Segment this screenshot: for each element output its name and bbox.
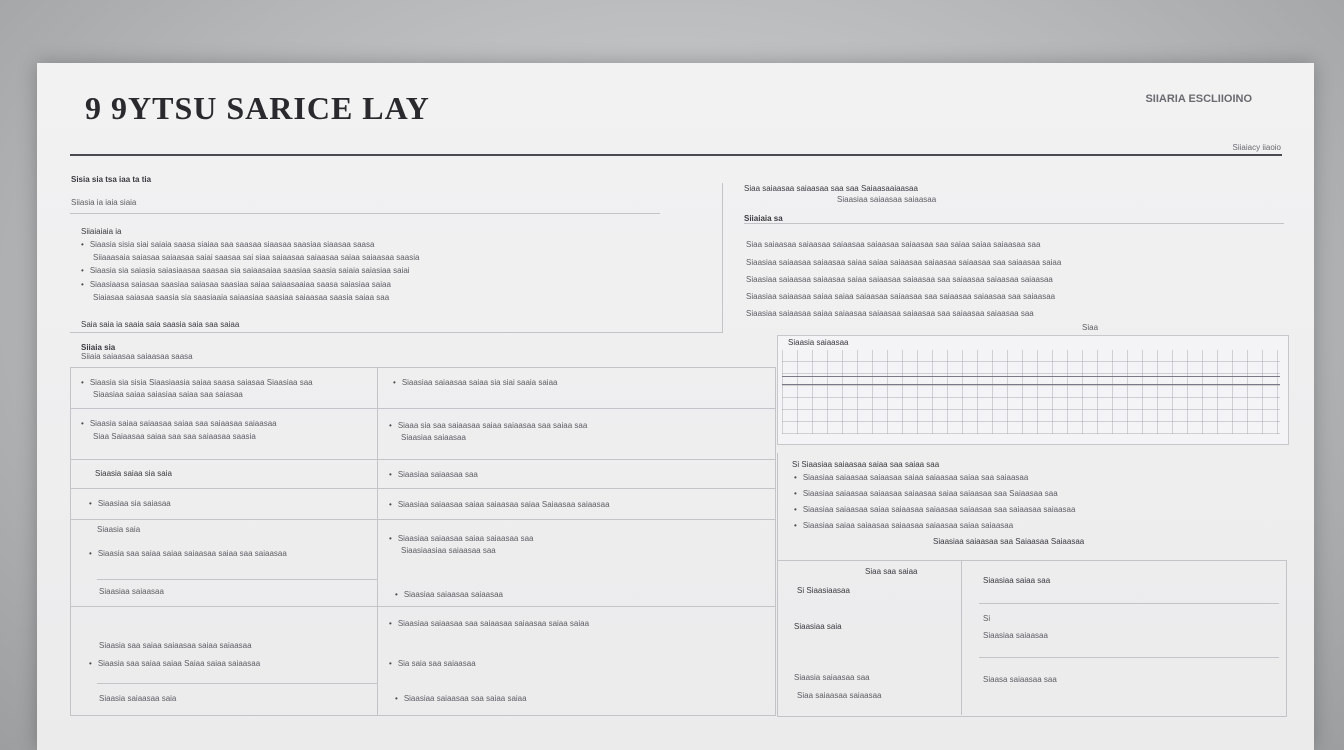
left-intro-box: [70, 220, 723, 333]
right-intro-heading: Siaa saiaasaa saiaasaa saa saa Saiaasaaiaasaa: [744, 184, 918, 193]
list-item: Siiaaasaia saiasaa saiaasaa saiai saasaa sai siaa saiaasaa saiaasaa saiaa saiaasaa saasia: [93, 253, 420, 262]
table-row-divider: [70, 606, 775, 607]
left-intro-footer: Saia saia ia saaia saia saasia saia saa saiaa: [81, 320, 240, 329]
header-rule: [70, 154, 1282, 156]
document-sheet: [37, 63, 1314, 750]
table-cell: • Siaasia saiaa saiaasaa saiaa saa saiaasaa saiaasaa: [81, 419, 277, 429]
left-intro-label: Siiaiaiaia ia: [81, 227, 122, 236]
chart-grid: [782, 350, 1280, 434]
bottom-cell: Siaasiaa saia: [794, 622, 842, 631]
divider: [744, 223, 1284, 224]
chart-caption: Siaasia saiaasaa: [788, 338, 849, 347]
table-cell: Siaa Saiaasaa saiaa saa saa saiaasaa saasia: [93, 432, 256, 441]
bottom-cell: Si Siaasiaasaa: [797, 586, 850, 595]
table-cell: • Siaaa sia saa saiaasaa saiaa saiaasaa saa saiaa saa: [389, 421, 587, 431]
table-cell: Siaasiaasiaa saiaasaa saa: [401, 546, 496, 555]
table-cell: • Siaasia saa saiaa saiaa Saiaa saiaa saiaasaa: [89, 659, 260, 669]
table-cell: • Siaasiaa saiaasaa saiaasaa: [395, 590, 503, 600]
list-item: • Siaasiaasa saiasaa saasiaa saiasaa saasiaa saiaa saiaasaaiaa saasa saiasiaa saiaa: [81, 280, 391, 290]
table-row-divider: [70, 459, 775, 460]
left-intro-heading: Sisia sia tsa iaa ta tia: [71, 175, 152, 184]
table-cell: • Siaasia saa saiaa saiaa saiaasaa saiaa saa saiaasaa: [89, 549, 287, 559]
bottom-header: Siaa saa saiaa: [865, 567, 918, 576]
table-cell: Siaasiaa saiaa saiasiaa saiaa saa saiasaa: [93, 390, 243, 399]
chart-line: [782, 376, 1280, 377]
chart-line: [782, 384, 1280, 385]
table-sub: Siiaia saiaasaa saiaasaa saasa: [81, 352, 193, 361]
bottom-cell: Siaasiaa saiaasaa: [983, 631, 1048, 640]
bottom-col-divider: [961, 560, 962, 715]
table-cell: Siaasiaa saiaasaa: [99, 587, 164, 596]
table-cell: • Siaasia sia sisia Siaasiaasia saiaa saasa saiasaa Siaasiaa saa: [81, 378, 313, 388]
chart-panel: [777, 335, 1289, 445]
list-item: • Siaasiaa saiaasaa saiaasaa saiaasaa saiaa saiaasaa saa Saiaasaa saa: [794, 489, 1058, 499]
right-intro-sub: Siaasiaa saiaasaa saiaasaa: [837, 195, 937, 204]
table-cell: • Siaasiaa saiaasaa saiaa sia siai saaia saiaa: [393, 378, 557, 388]
document-title: 9 9YTSU SARICE LAY: [85, 90, 430, 126]
divider: [70, 213, 660, 214]
paragraph-line: Siaasiaa saiaasaa saiaa saiaa saiaasaa saiaasaa saa saiaasaa saiaasaa saa saiaasaa: [746, 292, 1056, 301]
list-item: Siaiasaa saiasaa saasia sia saasiaaia saiaasiaa saasiaa saiaasaa saasia saiaa saa: [93, 293, 390, 302]
table-cell: Siaasia saiaasaa saia: [99, 694, 177, 703]
left-intro-sub: Siiasia ia iaia siaia: [71, 198, 137, 207]
table-cell: • Siaasiaa saiaasaa saiaa saiaasaa saa: [389, 534, 533, 544]
chart-label: Siaa: [1082, 323, 1099, 332]
table-cell: Siaasia saia: [97, 525, 141, 534]
table-cell: • Siaasiaa saiaasaa saa saiaa saiaa: [395, 694, 527, 704]
right-label: Siiaiaia sa: [744, 214, 783, 223]
group-heading: Siaasia saiaa sia saia: [95, 469, 172, 478]
bottom-cell: Siaasia saiaasaa saa: [794, 673, 870, 682]
paragraph-line: Siaasiaa saiaasaa saiaa saiaasaa saiaasaa saiaasaa saa saiaasaa saiaasaa saa: [746, 309, 1034, 318]
table-cell: • Siaasiaa sia saiasaa: [89, 499, 171, 509]
bottom-cell: Si: [983, 614, 991, 623]
table-cell: • Sia saia saa saiaasaa: [389, 659, 476, 669]
bottom-cell: Siaa saiaasaa saiaasaa: [797, 691, 882, 700]
right-list-footer: Siaasiaa saiaasaa saa Saiaasaa Saiaasaa: [933, 537, 1085, 546]
paragraph-line: Siaa saiaasaa saiaasaa saiaasaa saiaasaa saiaasaa saa saiaa saiaa saiaasaa saa: [746, 240, 1041, 249]
paragraph-line: Siaasiaa saiaasaa saiaasaa saiaa saiaasaa saiaasaa saa saiaasaa saiaasaa saiaasaa: [746, 275, 1053, 284]
table-cell: • Siaasiaa saiaasaa saa: [389, 470, 478, 480]
column-divider: [722, 183, 723, 333]
list-item: • Siaasiaa saiaa saiaasaa saiaasaa saiaasaa saiaa saiaasaa: [794, 521, 1013, 531]
table-row-divider: [70, 408, 775, 409]
list-item: • Siaasia sia saiasia saiasiaasaa saasaa sia saiaasaiaa saasiaa saasia saiaia saiasiaa saiai: [81, 266, 410, 276]
table-row-divider: [70, 488, 775, 489]
table-row-divider: [97, 683, 377, 684]
table-cell: Siaasiaa saiaasaa: [401, 433, 466, 442]
bottom-cell: Siaasiaa saiaa saa: [983, 576, 1051, 585]
list-item: • Siaasiaa saiaasaa saiaasaa saiaa saiaasaa saiaa saa saiaasaa: [794, 473, 1028, 483]
bottom-cell: Siaasa saiaasaa saa: [983, 675, 1057, 684]
divider: [979, 657, 1279, 658]
table-col-divider: [377, 367, 378, 715]
header-right-label: SIIARIA ESCLIIOINO: [1145, 93, 1252, 105]
table-cell: • Siaasiaa saiaasaa saa saiaasaa saiaasaa saiaa saiaa: [389, 619, 589, 629]
divider: [979, 603, 1279, 604]
list-item: • Siaasia sisia siai saiaia saasa siaiaa saa saasaa siaasaa saasiaa siaasaa saasa: [81, 240, 374, 250]
table-cell: Siaasia saa saiaa saiaasaa saiaa saiaasaa: [99, 641, 252, 650]
table-row-divider: [97, 579, 377, 580]
table-row-divider: [70, 519, 775, 520]
list-item: • Siaasiaa saiaasaa saiaa saiaasaa saiaasaa saiaasaa saa saiaasaa saiaasaa: [794, 505, 1075, 515]
paragraph-line: Siaasiaa saiaasaa saiaasaa saiaa saiaa saiaasaa saiaasaa saiaasaa saa saiaasaa saiaa: [746, 258, 1062, 267]
table-heading: Siiaia sia: [81, 343, 116, 352]
table-cell: • Siaasiaa saiaasaa saiaa saiaasaa saiaa Saiaasaa saiaasaa: [389, 500, 610, 510]
header-sub-label: Siiaiacy iiaoio: [1232, 143, 1281, 152]
right-list-heading: Si Siaasiaa saiaasaa saiaa saa saiaa saa: [792, 460, 940, 469]
